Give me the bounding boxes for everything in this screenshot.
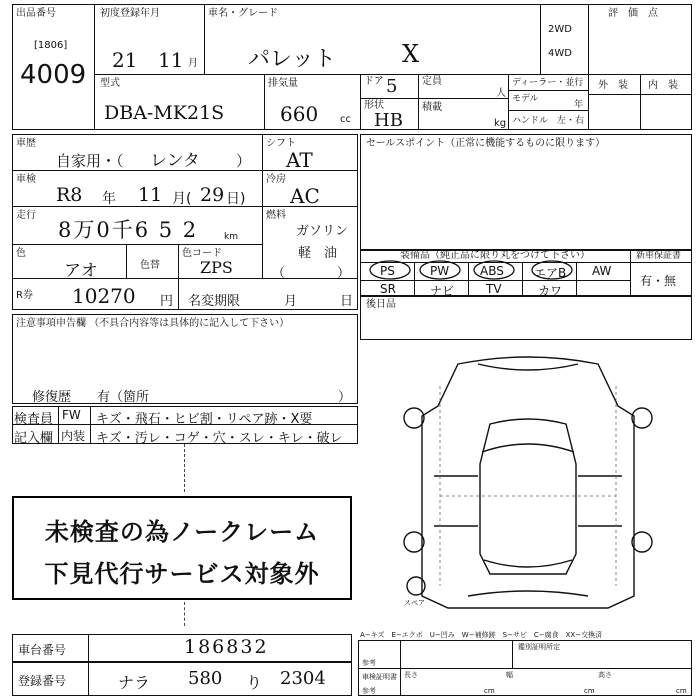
recycle-unit: 円 xyxy=(160,294,174,309)
divider xyxy=(264,74,265,130)
post-install-label: 後日品 xyxy=(366,299,396,310)
circle-airbag xyxy=(532,261,572,279)
divider xyxy=(58,406,59,444)
divider xyxy=(358,668,692,669)
month-unit: 月 xyxy=(188,58,198,69)
grade: X xyxy=(402,40,420,68)
dashed-divider xyxy=(184,444,185,492)
length-unit: cm xyxy=(484,687,495,695)
registration-region: ナラ xyxy=(118,673,151,692)
fw-items: キズ・飛石・ヒビ割・リペア跡・X要 xyxy=(96,412,313,427)
body-outline xyxy=(422,357,634,608)
score-label: 評 価 点 xyxy=(608,8,658,19)
post-install-frame xyxy=(360,296,692,340)
load-label: 積載 xyxy=(422,102,442,113)
registration-class: 580 xyxy=(188,668,223,689)
mileage-label: 走行 xyxy=(16,210,36,221)
inspection-year-unit: 年 xyxy=(102,191,116,207)
first-reg-year: 21 xyxy=(112,48,138,72)
divider xyxy=(640,74,641,130)
model-value: DBA-MK21S xyxy=(104,102,225,124)
wheel-rear-left xyxy=(404,532,424,552)
displacement-value: 660 xyxy=(280,102,319,126)
sales-point-label: セールスポイント（正常に機能するものに限ります） xyxy=(366,138,606,149)
inspection-label: 車検 xyxy=(16,174,36,185)
name-change-label: 名変期限 xyxy=(188,294,241,309)
circle-ps xyxy=(370,261,410,279)
windshield xyxy=(482,444,574,452)
width-label: 幅 xyxy=(506,671,513,679)
rear-window xyxy=(484,560,572,567)
divider xyxy=(126,244,127,278)
recycle-value: 10270 xyxy=(72,284,136,308)
fw-label: FW xyxy=(62,408,81,422)
dealer-label: ディーラー・並行 xyxy=(512,78,584,88)
shape-label: 形状 xyxy=(364,100,384,111)
name-grade-label: 車名・グレード xyxy=(208,8,278,19)
first-reg-month: 11 xyxy=(158,48,184,72)
divider xyxy=(94,74,588,75)
registration-label: 登録番号 xyxy=(18,674,67,688)
color-code-label: 色コード xyxy=(182,248,222,259)
displacement-unit: cc xyxy=(340,114,351,125)
width-unit: cm xyxy=(584,687,595,695)
shift-label: シフト xyxy=(266,138,296,149)
color-label: 色 xyxy=(16,248,26,259)
divider xyxy=(12,244,262,245)
divider xyxy=(512,640,513,668)
fuel-gasoline: ガソリン xyxy=(296,224,349,239)
circle-pw xyxy=(420,261,460,279)
warranty-value: 有・無 xyxy=(640,274,677,288)
sales-frame xyxy=(360,134,692,250)
equip-sr: SR xyxy=(380,282,396,296)
inspection-day: 29 xyxy=(200,184,225,206)
divider xyxy=(204,4,205,74)
equip-leather: カワ xyxy=(538,284,563,298)
damage-legend: A−キズ E−エクボ U−凹み W−補修跡 S−サビ C−腐食 XX−交換済 xyxy=(360,631,603,639)
roof-outline xyxy=(480,419,576,574)
doors-value: 5 xyxy=(386,76,398,97)
chassis-value: 186832 xyxy=(184,636,269,658)
registration-kana: り xyxy=(246,673,263,692)
inspection-day-unit: 日) xyxy=(226,191,246,207)
interior-label: 内 装 xyxy=(648,80,678,91)
displacement-label: 排気量 xyxy=(268,78,298,89)
name-change-day: 日 xyxy=(340,294,354,309)
doors-label: ドア xyxy=(364,76,384,87)
load-unit: kg xyxy=(494,118,507,129)
history-value: 自家用・（ xyxy=(56,152,124,170)
inspection-year: R8 xyxy=(56,184,83,206)
notice-line-1: 未検査の為ノークレーム xyxy=(44,518,320,546)
form-reference: 参考 xyxy=(362,659,376,667)
divider xyxy=(540,4,541,74)
divider xyxy=(178,278,179,310)
history-label: 車歴 xyxy=(16,138,36,149)
interior-items: キズ・汚レ・コゲ・穴・スレ・キレ・破レ xyxy=(96,431,343,446)
interior-note-label: 内装 xyxy=(61,429,86,443)
length-label: 長さ xyxy=(404,671,418,679)
color-code-value: ZPS xyxy=(200,258,233,277)
history-written: レンタ xyxy=(150,151,200,171)
divider xyxy=(508,90,588,91)
lot-label: 出品番号 xyxy=(16,8,56,19)
exterior-label: 外 装 xyxy=(598,80,628,91)
car-name: パレット xyxy=(248,47,336,72)
fuel-paren: （ ） xyxy=(272,266,351,281)
dashed-divider xyxy=(184,602,185,626)
model-year-label: モデル xyxy=(512,94,539,104)
model-year-unit: 年 xyxy=(574,100,584,110)
wheel-rear-right xyxy=(632,532,652,552)
name-change-month: 月 xyxy=(284,294,298,309)
divider xyxy=(178,244,179,278)
equip-abs: ABS xyxy=(480,264,504,278)
equipment-circles xyxy=(360,250,692,300)
divider xyxy=(588,4,589,130)
inspector-label: 検査員 xyxy=(14,412,54,427)
divider xyxy=(360,74,361,130)
divider xyxy=(90,406,91,444)
front-bumper xyxy=(478,364,578,370)
warranty-label: 新車保証書 xyxy=(636,251,682,261)
form-label: 鑑別証明所定 xyxy=(518,643,560,651)
car-damage-diagram xyxy=(398,346,658,616)
color-value: アオ xyxy=(64,261,98,281)
caution-label: 注意事項申告欄 （不具合内容等は具体的に記入して下さい） xyxy=(16,318,290,329)
equip-ps: PS xyxy=(380,264,395,278)
mileage-unit: km xyxy=(224,232,238,242)
lot-code: [1806] xyxy=(34,40,68,51)
ac-value: AC xyxy=(290,184,320,208)
inspection-month: 11 xyxy=(138,184,163,206)
cert-reference: 参考 xyxy=(362,687,376,695)
height-label: 高さ xyxy=(598,671,612,679)
circle-abs xyxy=(474,261,514,279)
divider xyxy=(360,98,508,99)
handle-label: ハンドル 左・右 xyxy=(512,116,585,126)
equip-navi: ナビ xyxy=(430,284,455,298)
mileage-value: 8万0千6 5 2 xyxy=(58,218,199,242)
model-label: 型式 xyxy=(100,78,120,89)
registration-number: 2304 xyxy=(280,668,326,689)
wheel-front-right xyxy=(632,408,652,428)
capacity-unit: 人 xyxy=(496,88,506,99)
history-close: ） xyxy=(236,152,252,170)
divider xyxy=(418,74,419,130)
divider xyxy=(508,74,509,130)
first-reg-label: 初度登録年月 xyxy=(100,8,160,19)
ac-label: 冷房 xyxy=(266,174,286,185)
equipment-label: 装備品（純正品に限り丸をつけて下さい） xyxy=(400,250,590,261)
entry-label: 記入欄 xyxy=(14,431,54,446)
capacity-label: 定員 xyxy=(422,76,442,87)
shape-value: HB xyxy=(374,110,403,131)
drive-2wd: 2WD xyxy=(548,24,572,35)
height-unit: cm xyxy=(676,687,687,695)
equip-pw: PW xyxy=(430,264,450,278)
chassis-label: 車台番号 xyxy=(18,643,67,657)
inspection-month-unit: 月( xyxy=(172,191,192,207)
equip-tv: TV xyxy=(486,282,502,296)
divider xyxy=(94,4,95,130)
notice-line-2: 下見代行サービス対象外 xyxy=(44,560,320,588)
fuel-label: 燃料 xyxy=(266,210,286,221)
repair-label: 修復歴 有（箇所 xyxy=(32,390,150,405)
lot-number: 4009 xyxy=(20,60,87,90)
wheel-front-left xyxy=(404,408,424,428)
fuel-light-oil: 軽 油 xyxy=(298,246,338,261)
shift-value: AT xyxy=(286,148,313,172)
color-change-label: 色替 xyxy=(140,260,160,271)
spare-label: スペア xyxy=(404,599,425,607)
notice-box xyxy=(12,496,352,600)
equip-airbag: エアB xyxy=(534,266,567,280)
recycle-label: R券 xyxy=(16,290,33,301)
rear-bumper xyxy=(468,591,588,596)
cert-label: 車検証明書 xyxy=(362,673,397,681)
drive-4wd: 4WD xyxy=(548,48,572,59)
repair-close: ） xyxy=(338,390,352,405)
equip-aw: AW xyxy=(592,264,612,278)
divider xyxy=(400,640,401,696)
